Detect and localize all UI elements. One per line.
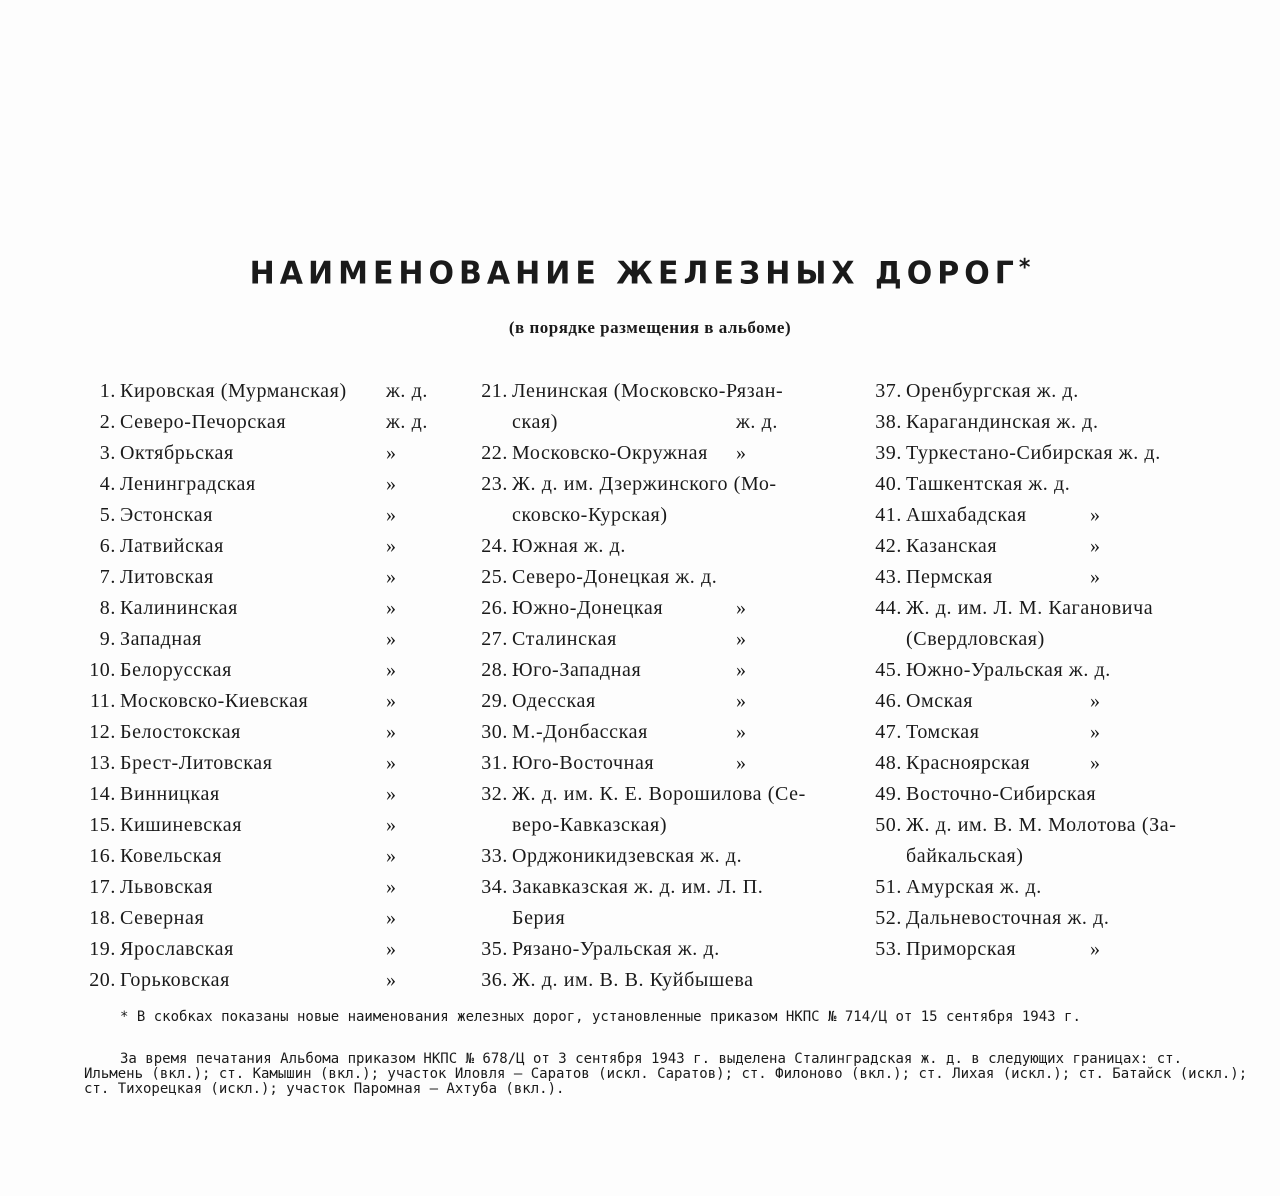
list-item: [86, 593, 456, 624]
ditto-suffix: »: [1090, 938, 1101, 960]
railway-name: Белорусская: [120, 659, 232, 681]
item-number: 45.: [875, 659, 902, 681]
ditto-suffix: ж. д.: [386, 380, 428, 402]
item-number: 16.: [89, 845, 116, 867]
list-item: [86, 686, 456, 717]
railway-name: Юго-Восточная: [512, 752, 655, 774]
item-number: 17.: [89, 876, 116, 898]
footnote-text: * В скобках показаны новые наименования железных дорог, установленные приказом НКПС № 714/Ц от 15 сентября 1943 г.: [120, 1009, 1081, 1025]
railway-name: Калининская: [120, 597, 238, 619]
railway-name: Дальневосточная ж. д.: [906, 907, 1110, 929]
item-number: 30.: [481, 721, 508, 743]
ditto-suffix: »: [736, 659, 747, 681]
ditto-suffix: »: [386, 907, 397, 929]
list-item: [478, 562, 858, 593]
list-item: [872, 903, 1232, 934]
item-number: 18.: [89, 907, 116, 929]
item-number: 24.: [481, 535, 508, 557]
railway-name: Брест-Литовская: [120, 752, 273, 774]
railway-name-continuation: (Свердловская): [906, 628, 1045, 650]
railway-name: Московско-Киевская: [120, 690, 309, 712]
ditto-suffix: »: [386, 938, 397, 960]
item-number: 47.: [875, 721, 902, 743]
footnote-mark: *: [1018, 255, 1031, 282]
railway-name: Ярославская: [120, 938, 234, 960]
ditto-suffix: »: [386, 969, 397, 991]
list-item: [478, 748, 858, 779]
item-number: 21.: [481, 380, 508, 402]
railway-name: Южно-Донецкая: [512, 597, 664, 619]
list-item: [872, 376, 1232, 407]
railway-name: Приморская: [906, 938, 1017, 960]
ditto-suffix: »: [386, 752, 397, 774]
item-number: 31.: [481, 752, 508, 774]
list-item: [872, 810, 1232, 872]
railway-name: Юго-Западная: [512, 659, 642, 681]
list-item: [872, 438, 1232, 469]
item-number: 20.: [89, 969, 116, 991]
railway-name: Орджоникидзевская ж. д.: [512, 845, 743, 867]
list-item: [478, 593, 858, 624]
railway-list-column-3: [872, 376, 1232, 965]
list-item: [86, 841, 456, 872]
railway-name: Восточно-Сибирская: [906, 783, 1097, 805]
item-number: 27.: [481, 628, 508, 650]
list-item: [478, 779, 858, 841]
list-item: [478, 841, 858, 872]
ditto-suffix: »: [1090, 752, 1101, 774]
railway-name-continuation: сковско-Курская): [512, 504, 668, 526]
list-item: [872, 655, 1232, 686]
list-item: [872, 748, 1232, 779]
ditto-suffix: »: [736, 597, 747, 619]
list-item: [86, 624, 456, 655]
railway-name: Пермская: [906, 566, 993, 588]
railway-name: Ашхабадская: [906, 504, 1027, 526]
railway-name: Московско-Окружная: [512, 442, 708, 464]
item-number: 44.: [875, 597, 902, 619]
railway-name: Эстонская: [120, 504, 214, 526]
railway-name: Казанская: [906, 535, 998, 557]
railway-name: Горьковская: [120, 969, 230, 991]
railway-name: Северо-Печорская: [120, 411, 287, 433]
ditto-suffix: »: [736, 442, 747, 464]
item-number: 51.: [875, 876, 902, 898]
railway-name: Амурская ж. д.: [906, 876, 1042, 898]
railway-name: Ж. д. им. Дзержинского (Мо-: [512, 473, 777, 495]
ditto-suffix: »: [386, 690, 397, 712]
ditto-suffix: »: [386, 628, 397, 650]
list-item: [478, 531, 858, 562]
page-title: [0, 255, 1280, 292]
item-number: 15.: [89, 814, 116, 836]
item-number: 49.: [875, 783, 902, 805]
ditto-suffix: »: [1090, 504, 1101, 526]
ditto-suffix: »: [386, 721, 397, 743]
railway-name: Красноярская: [906, 752, 1031, 774]
ditto-suffix: »: [736, 721, 747, 743]
railway-name: Карагандинская ж. д.: [906, 411, 1099, 433]
item-number: 29.: [481, 690, 508, 712]
ditto-suffix: »: [1090, 566, 1101, 588]
railway-name: Сталинская: [512, 628, 617, 650]
item-number: 12.: [89, 721, 116, 743]
ditto-suffix: »: [736, 752, 747, 774]
list-item: [872, 562, 1232, 593]
railway-name: Закавказская ж. д. им. Л. П.: [512, 876, 764, 898]
item-number: 8.: [99, 597, 116, 619]
item-number: 14.: [89, 783, 116, 805]
list-item: [872, 407, 1232, 438]
item-number: 39.: [875, 442, 902, 464]
railway-name: Ж. д. им. Л. М. Кагановича: [906, 597, 1154, 619]
railway-name: Октябрьская: [120, 442, 234, 464]
list-item: [872, 531, 1232, 562]
item-number: 36.: [481, 969, 508, 991]
item-number: 10.: [89, 659, 116, 681]
railway-name: Ж. д. им. В. В. Куйбышева: [512, 969, 754, 991]
item-number: 19.: [89, 938, 116, 960]
item-number: 52.: [875, 907, 902, 929]
railway-name: Северо-Донецкая ж. д.: [512, 566, 718, 588]
list-item: [86, 779, 456, 810]
railway-name-continuation: Берия: [512, 907, 566, 929]
list-item: [872, 500, 1232, 531]
railway-name: Ташкентская ж. д.: [906, 473, 1071, 495]
list-item: [86, 531, 456, 562]
list-item: [86, 872, 456, 903]
list-item: [86, 748, 456, 779]
item-number: 11.: [89, 690, 116, 712]
item-number: 48.: [875, 752, 902, 774]
list-item: [86, 407, 456, 438]
list-item: [86, 655, 456, 686]
item-number: 28.: [481, 659, 508, 681]
item-number: 43.: [875, 566, 902, 588]
railway-name: Одесская: [512, 690, 596, 712]
item-number: 13.: [89, 752, 116, 774]
page-subtitle: (в порядке размещения в альбоме): [508, 318, 792, 337]
ditto-suffix: »: [386, 876, 397, 898]
footnote-stalingrad: [84, 1052, 1248, 1097]
item-number: 40.: [875, 473, 902, 495]
ditto-suffix: »: [386, 783, 397, 805]
item-number: 50.: [875, 814, 902, 836]
item-number: 38.: [875, 411, 902, 433]
railway-name: Ленинская (Московско-Рязан-: [512, 380, 784, 402]
item-number: 26.: [481, 597, 508, 619]
ditto-suffix: »: [386, 535, 397, 557]
list-item: [86, 810, 456, 841]
item-number: 41.: [875, 504, 902, 526]
list-item: [86, 500, 456, 531]
list-item: [86, 376, 456, 407]
item-number: 25.: [481, 566, 508, 588]
item-number: 9.: [99, 628, 116, 650]
ditto-suffix: »: [386, 814, 397, 836]
ditto-suffix: ж. д.: [736, 411, 778, 433]
ditto-suffix: »: [736, 690, 747, 712]
railway-list-column-2: [478, 376, 858, 996]
item-number: 34.: [481, 876, 508, 898]
list-item: [478, 376, 858, 438]
list-item: [86, 934, 456, 965]
railway-name: Кишиневская: [120, 814, 243, 836]
list-item: [872, 593, 1232, 655]
ditto-suffix: ж. д.: [386, 411, 428, 433]
list-item: [872, 934, 1232, 965]
ditto-suffix: »: [386, 659, 397, 681]
ditto-suffix: »: [1090, 535, 1101, 557]
railway-name: Ж. д. им. В. М. Молотова (За-: [906, 814, 1177, 836]
ditto-suffix: »: [736, 628, 747, 650]
list-item: [86, 903, 456, 934]
railway-name: Южно-Уральская ж. д.: [906, 659, 1111, 681]
railway-name: Ковельская: [120, 845, 223, 867]
ditto-suffix: »: [1090, 721, 1101, 743]
list-item: [478, 965, 858, 996]
list-item: [86, 438, 456, 469]
list-item: [86, 965, 456, 996]
list-item: [478, 872, 858, 934]
railway-name: Оренбургская ж. д.: [906, 380, 1079, 402]
list-item: [478, 934, 858, 965]
list-item: [478, 655, 858, 686]
list-item: [478, 686, 858, 717]
item-number: 35.: [481, 938, 508, 960]
railway-name: Литовская: [120, 566, 214, 588]
railway-name: Омская: [906, 690, 974, 712]
list-item: [872, 469, 1232, 500]
railway-name: Западная: [120, 628, 202, 650]
railway-name-continuation: байкальская): [906, 845, 1024, 867]
ditto-suffix: »: [386, 504, 397, 526]
item-number: 3.: [99, 442, 116, 464]
item-number: 46.: [875, 690, 902, 712]
list-item: [872, 872, 1232, 903]
railway-list-column-1: [86, 376, 456, 996]
item-number: 53.: [875, 938, 902, 960]
item-number: 1.: [99, 380, 116, 402]
railway-name: М.-Донбасская: [512, 721, 648, 743]
item-number: 2.: [99, 411, 116, 433]
railway-name: Томская: [906, 721, 980, 743]
list-item: [872, 686, 1232, 717]
list-item: [478, 717, 858, 748]
item-number: 32.: [481, 783, 508, 805]
title-text: НАИМЕНОВАНИЕ ЖЕЛЕЗНЫХ ДОРОГ: [249, 255, 1019, 292]
railway-name: Северная: [120, 907, 205, 929]
ditto-suffix: »: [386, 566, 397, 588]
item-number: 23.: [481, 473, 508, 495]
list-item: [86, 717, 456, 748]
railway-name: Южная ж. д.: [512, 535, 626, 557]
railway-name-continuation: веро-Кавказская): [512, 814, 668, 836]
list-item: [86, 469, 456, 500]
list-item: [478, 624, 858, 655]
ditto-suffix: »: [1090, 690, 1101, 712]
railway-name: Львовская: [120, 876, 214, 898]
item-number: 33.: [481, 845, 508, 867]
ditto-suffix: »: [386, 597, 397, 619]
railway-name: Туркестано-Сибирская ж. д.: [906, 442, 1161, 464]
list-item: [872, 779, 1232, 810]
item-number: 37.: [875, 380, 902, 402]
railway-name: Латвийская: [120, 535, 224, 557]
railway-name: Кировская (Мурманская): [120, 380, 347, 402]
ditto-suffix: »: [386, 473, 397, 495]
footnote-text: За время печатания Альбома приказом НКПС № 678/Ц от 3 сентября 1943 г. выделена Сталинградская ж. д. в следующих границах: ст. Ильмень (вкл.); ст. Камышин (вкл.); участок Иловля — Саратов (искл. Саратов); ст. Филоново (вкл.); ст. Лихая (искл.); ст. Батайск (искл.); ст. Тихорецкая (искл.); участок Паромная — Ахтуба (вкл.).: [84, 1051, 1248, 1097]
railway-name: Белостокская: [120, 721, 241, 743]
item-number: 5.: [99, 504, 116, 526]
item-number: 4.: [99, 473, 116, 495]
railway-name: Ленинградская: [120, 473, 256, 495]
railway-name: Рязано-Уральская ж. д.: [512, 938, 720, 960]
list-item: [86, 562, 456, 593]
item-number: 42.: [875, 535, 902, 557]
list-item: [478, 438, 858, 469]
ditto-suffix: »: [386, 442, 397, 464]
ditto-suffix: »: [386, 845, 397, 867]
item-number: 7.: [99, 566, 116, 588]
list-item: [478, 469, 858, 531]
footnote-new-names: [84, 1010, 1248, 1025]
list-item: [872, 717, 1232, 748]
item-number: 6.: [99, 535, 116, 557]
railway-name: Ж. д. им. К. Е. Ворошилова (Се-: [512, 783, 806, 805]
item-number: 22.: [481, 442, 508, 464]
railway-name: Винницкая: [120, 783, 220, 805]
railway-name-continuation: ская): [512, 411, 559, 433]
